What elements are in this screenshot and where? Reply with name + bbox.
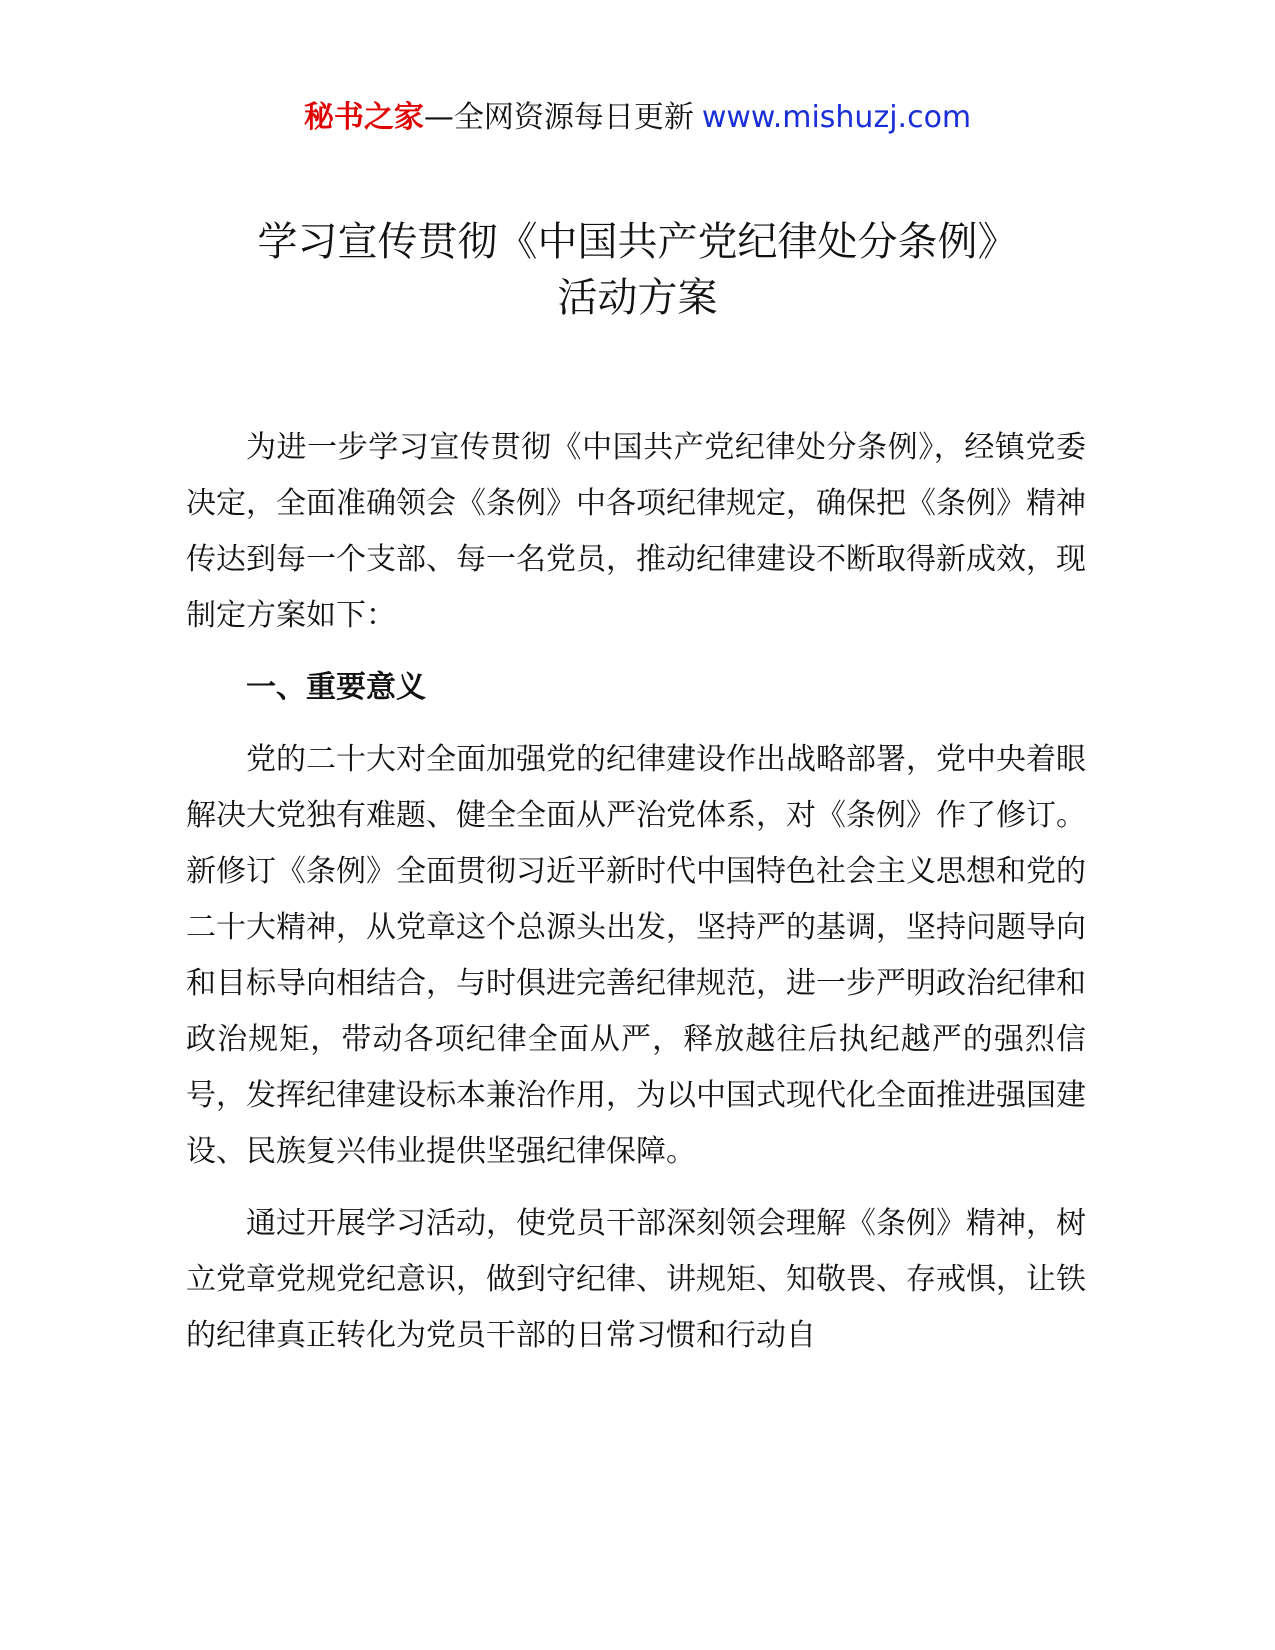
header-slogan: —全网资源每日更新 [423,100,694,135]
document-body [186,420,1086,1380]
site-url-link[interactable]: www.mishuzj.com [701,100,972,135]
document-title-line-1: 学习宣传贯彻《中国共产党纪律处分条例》 [257,219,1018,265]
brand-name: 秘书之家 [303,100,424,135]
document-title-line-2: 活动方案 [557,275,718,321]
section-paragraph: 党的二十大对全面加强党的纪律建设作出战略部署，党中央着眼解决大党独有难题、健全全面从严治党体系，对《条例》作了修订。新修订《条例》全面贯彻习近平新时代中国特色社会主义思想和党的二十大精神，从党章这个总源头出发，坚持严的基调，坚持问题导向和目标导向相结合，与时俱进完善纪律规范，进一步严明政治纪律和政治规矩，带动各项纪律全面从严，释放越往后执纪越严的强烈信号，发挥纪律建设标本兼治作用，为以中国式现代化全面推进强国建设、民族复兴伟业提供坚强纪律保障。 [186,742,1086,1169]
document-title [150,214,1125,326]
section-heading-significance: 一、重要意义 [246,670,426,705]
intro-paragraph: 为进一步学习宣传贯彻《中国共产党纪律处分条例》，经镇党委决定，全面准确领会《条例》中各项纪律规定，确保把《条例》精神传达到每一个支部、每一名党员，推动纪律建设不断取得新成效，现制定方案如下： [186,430,1086,633]
site-header [0,96,1275,140]
section-paragraph: 通过开展学习活动，使党员干部深刻领会理解《条例》精神，树立党章党规党纪意识，做到守纪律、讲规矩、知敬畏、存戒惧，让铁的纪律真正转化为党员干部的日常习惯和行动自 [186,1206,1086,1353]
